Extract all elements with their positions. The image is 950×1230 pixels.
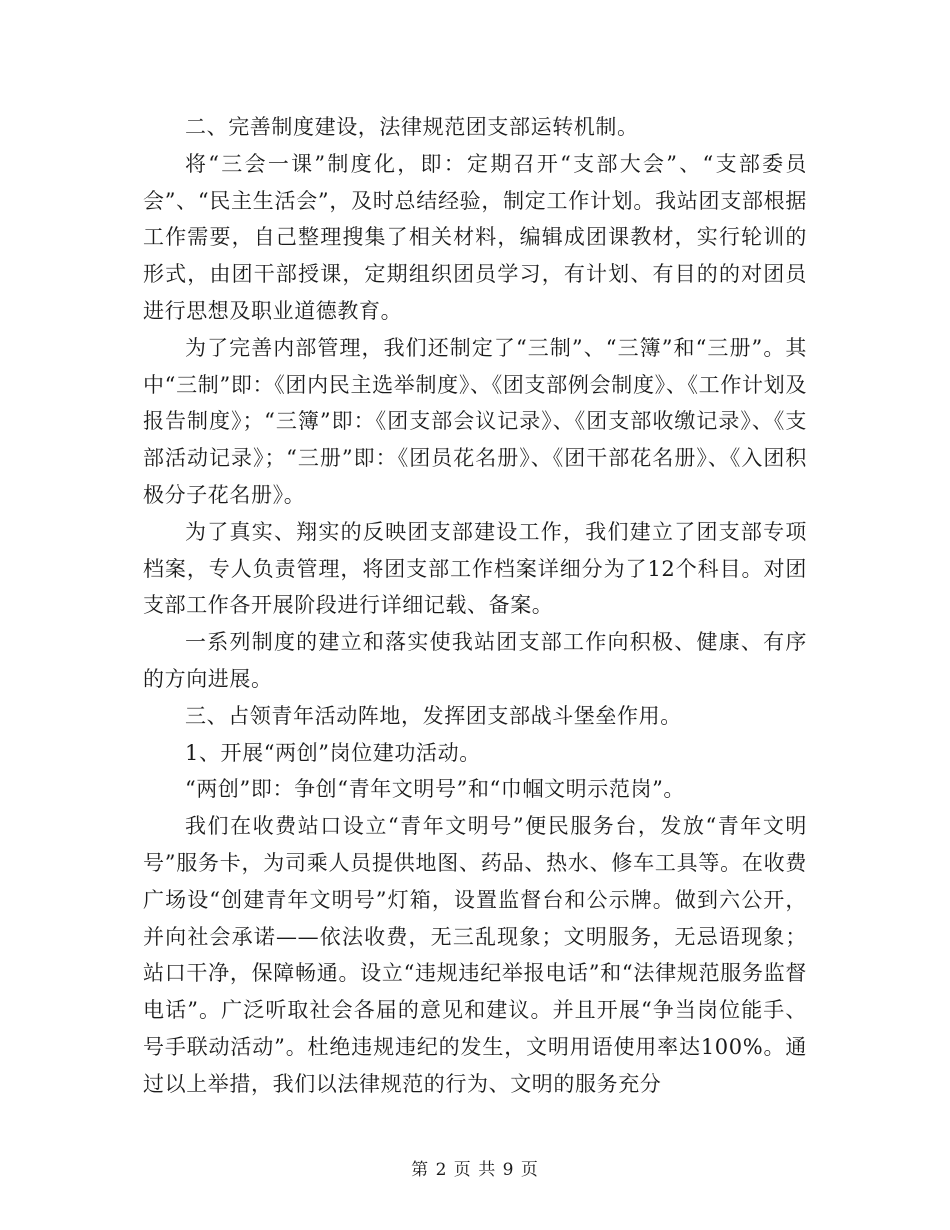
paragraph-system-results: 一系列制度的建立和落实使我站团支部工作向积极、健康、有序的方向进展。 [143,630,807,691]
paragraph-three-meetings: 将“三会一课”制度化，即：定期召开“支部大会”、“支部委员会”、“民主生活会”，及时总结经验，制定工作计划。我站团支部根据工作需要，自己整理搜集了相关材料，编辑成团课教材，实行轮训的形式，由团干部授课，定期组织团员学习，有计划、有目的的对团员进行思想及职业道德教育。 [143,151,807,323]
paragraph-two-creations: “两创”即：争创“青年文明号”和“巾帼文明示范岗”。 [185,777,686,802]
paragraph-subsection-one-heading: 1、开展“两创”岗位建功活动。 [185,740,481,765]
page-number-footer: 第 2 页 共 9 页 [411,1160,539,1180]
paragraph-archives: 为了真实、翔实的反映团支部建设工作，我们建立了团支部专项档案，专人负责管理，将团支部工作档案详细分为了12个科目。对团支部工作各开展阶段进行详细记载、备案。 [143,519,807,618]
paragraph-section-three-heading: 三、占领青年活动阵地，发挥团支部战斗堡垒作用。 [185,703,682,728]
paragraph-service-desk: 我们在收费站口设立“青年文明号”便民服务台，发放“青年文明号”服务卡，为司乘人员提供地图、药品、热水、修车工具等。在收费广场设“创建青年文明号”灯箱，设置监督台和公示牌。做到六公开，并向社会承诺——依法收费，无三乱现象；文明服务，无忌语现象；站口干净，保障畅通。设立“违规违纪举报电话”和“法律规范服务监督电话”。广泛听取社会各届的意见和建议。并且开展“争当岗位能手、号手联动活动”。杜绝违规违纪的发生，文明用语使用率达100%。通过以上举措，我们以法律规范的行为、文明的服务充分 [143,814,807,1096]
paragraph-internal-management: 为了完善内部管理，我们还制定了“三制”、“三簿”和“三册”。其中“三制”即：《团内民主选举制度》、《团支部例会制度》、《工作计划及报告制度》；“三簿”即：《团支部会议记录》、《团支部收缴记录》、《支部活动记录》；“三册”即：《团员花名册》、《团干部花名册》、《入团积极分子花名册》。 [143,335,807,507]
paragraph-section-two-heading: 二、完善制度建设，法律规范团支部运转机制。 [185,115,639,139]
document-body [143,109,807,1103]
